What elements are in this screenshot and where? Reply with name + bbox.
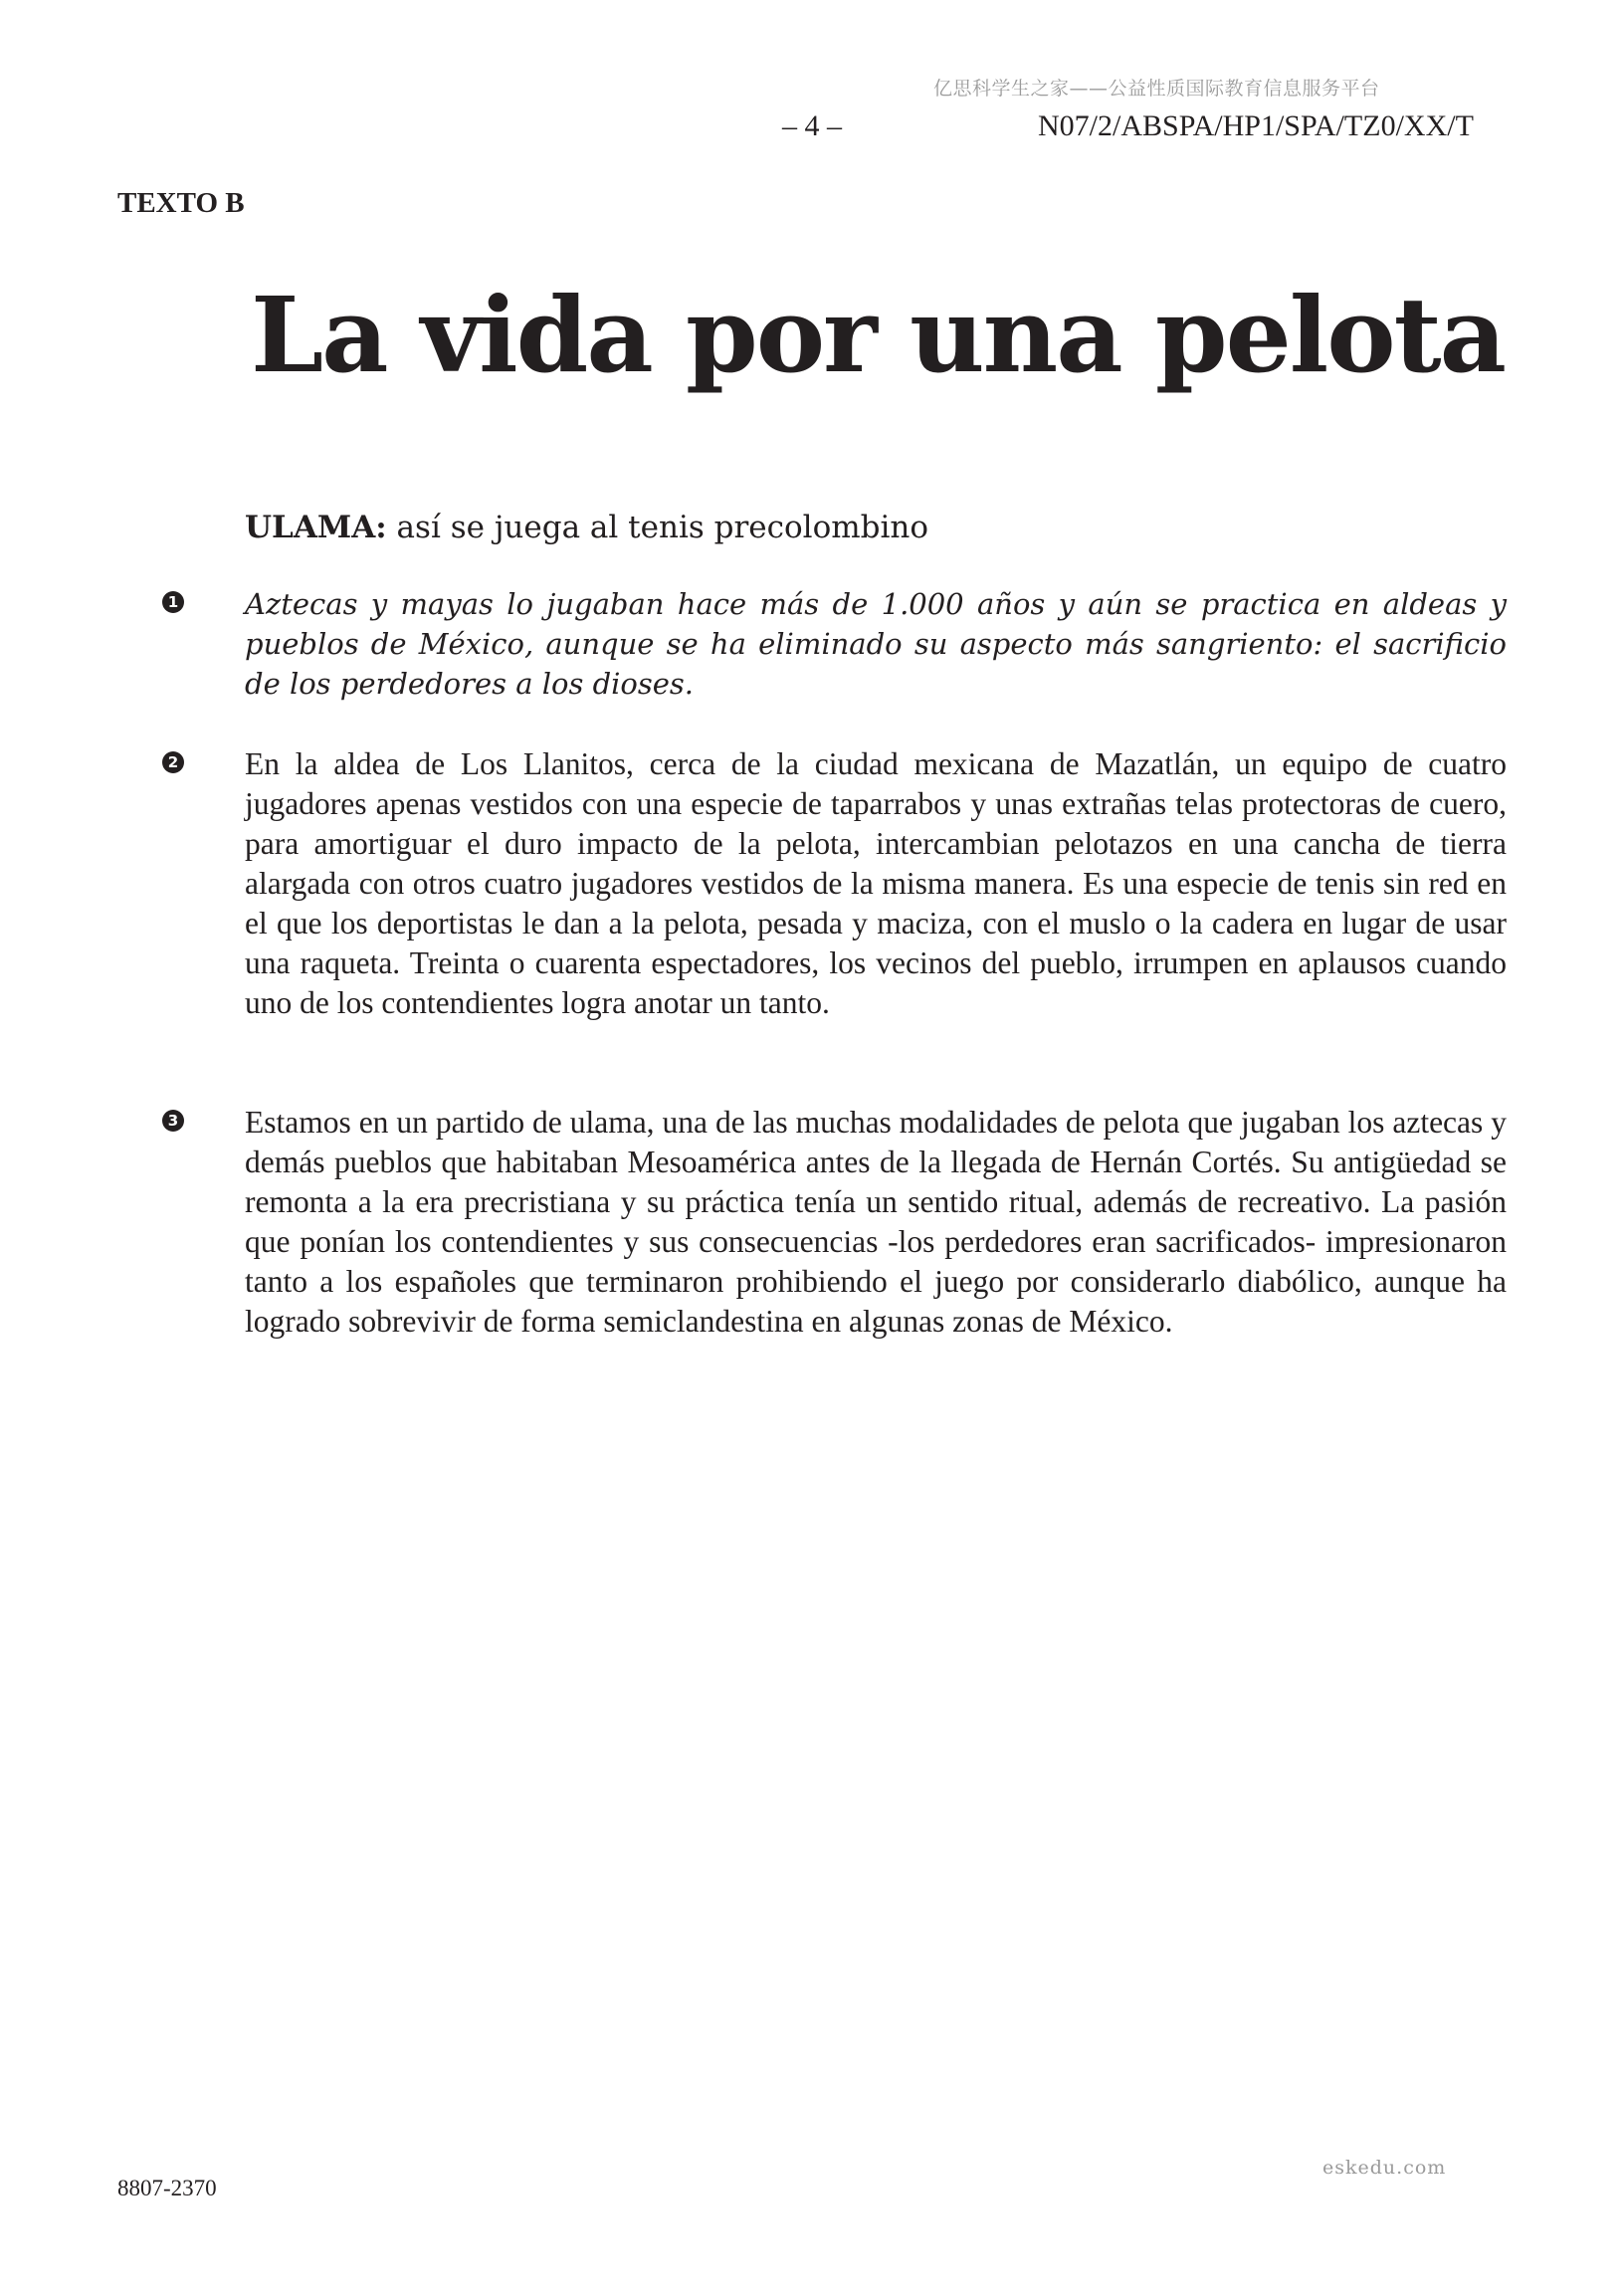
section-label: TEXTO B [117, 187, 245, 219]
paragraph-2: En la aldea de Los Llanitos, cerca de la ciudad mexicana de Mazatlán, un equipo de cuatro jugadores apenas vestidos con una especie de taparrabos y unas extrañas telas protectoras de cuero, para amortiguar el duro impacto de la pelota, intercambian pelotazos en una cancha de tierra alargada con otros cuatro jugadores vestidos de la misma manera. Es una especie de tenis sin red en el que los deportistas le dan a la pelota, pesada y maciza, con el muslo o la cadera en lugar de usar una raqueta. Treinta o cuarenta espectadores, los vecinos del pueblo, irrumpen en aplausos cuando uno de los contendientes logra anotar un tanto. [245, 746, 1507, 1020]
footer-watermark: eskedu.com [1322, 2157, 1447, 2179]
page-title: La vida por una pelota [251, 274, 1506, 396]
subtitle [245, 510, 928, 545]
page-number: – 4 – [782, 109, 842, 142]
paragraph-marker-3: 3 [162, 1110, 184, 1132]
subtitle-bold: ULAMA: [245, 510, 387, 545]
subtitle-text: así se juega al tenis precolombino [386, 510, 929, 545]
paragraph-3: Estamos en un partido de ulama, una de las muchas modalidades de pelota que jugaban los aztecas y demás pueblos que habitaban Mesoamérica antes de la llegada de Hernán Cortés. Su antigüedad se remonta a la era precristiana y su práctica tenía un sentido ritual, además de recreativo. La pasión que ponían los contendientes y sus consecuencias -los perdedores eran sacrificados- impresionaron tanto a los españoles que terminaron prohibiendo el juego por considerarlo diabólico, aunque ha logrado sobrevivir de forma semiclandestina en algunas zonas de México. [245, 1105, 1507, 1339]
footer-code: 8807-2370 [117, 2176, 217, 2200]
paragraph-marker-2: 2 [162, 751, 184, 773]
header-watermark: 亿思科学生之家——公益性质国际教育信息服务平台 [933, 78, 1380, 100]
paragraph-1: Aztecas y mayas lo jugaban hace más de 1.000 años y aún se practica en aldeas y pueblos de México, aunque se ha eliminado su aspecto más sangriento: el sacrificio de los perdedores a los dioses. [245, 587, 1507, 701]
paragraph-marker-1: 1 [162, 591, 184, 613]
document-code: N07/2/ABSPA/HP1/SPA/TZ0/XX/T [1038, 109, 1474, 142]
